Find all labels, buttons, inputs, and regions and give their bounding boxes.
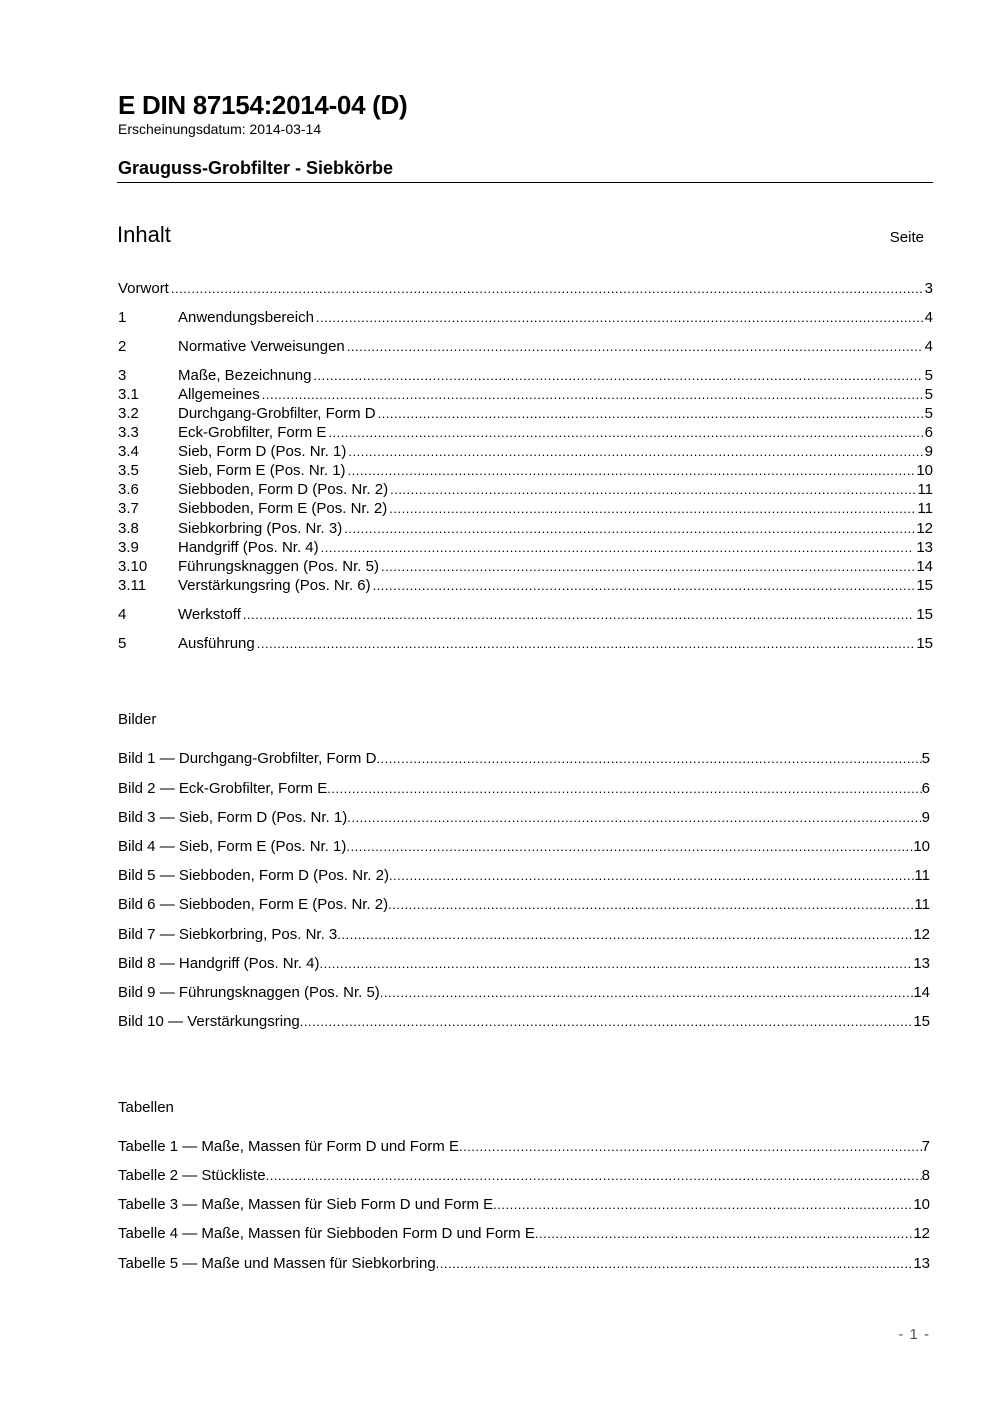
toc-entry[interactable] [118, 557, 933, 576]
table-entry-label: Tabelle 3 — Maße, Massen für Sieb Form D und Form E [118, 1196, 494, 1213]
figure-entry-label: Bild 6 — Siebboden, Form E (Pos. Nr. 2) [118, 896, 389, 913]
toc-entry-number: 3 [118, 367, 127, 384]
dot-leader [346, 837, 913, 856]
table-entry[interactable] [118, 1137, 930, 1156]
dot-leader [389, 499, 915, 518]
table-entry[interactable] [118, 1166, 930, 1185]
figure-entry-page: 15 [913, 1013, 930, 1030]
dot-leader [328, 423, 922, 442]
toc-entry-label: Siebboden, Form D (Pos. Nr. 2) [178, 481, 389, 498]
dot-leader [337, 925, 913, 944]
figure-entry-label: Bild 10 — Verstärkungsring [118, 1013, 300, 1030]
figure-entry[interactable] [118, 866, 930, 885]
dot-leader [459, 1137, 922, 1156]
table-entry-label: Tabelle 5 — Maße und Massen für Siebkorbring [118, 1255, 436, 1272]
dot-leader [378, 404, 923, 423]
publication-date: Erscheinungsdatum: 2014-03-14 [118, 121, 322, 137]
table-entry-page: 13 [913, 1255, 930, 1272]
toc-entry-label: Verstärkungsring (Pos. Nr. 6) [178, 577, 371, 594]
figure-entry-page: 11 [914, 867, 930, 884]
toc-entry-number: 3.11 [118, 577, 147, 594]
tables-heading: Tabellen [118, 1099, 174, 1116]
toc-entry[interactable] [118, 519, 933, 538]
toc-entry-page: 11 [917, 500, 933, 517]
figure-entry[interactable] [118, 779, 930, 798]
toc-heading: Inhalt [117, 222, 171, 247]
toc-entry-number: 1 [118, 309, 127, 326]
toc-entry[interactable] [118, 366, 933, 385]
toc-entry-page: 12 [916, 520, 933, 537]
dot-leader [376, 749, 921, 768]
figure-entry-page: 10 [913, 838, 930, 855]
toc-entry-page: 14 [916, 558, 933, 575]
dot-leader [313, 366, 922, 385]
toc-entry-number: 3.5 [118, 462, 139, 479]
toc-entry[interactable] [118, 461, 933, 480]
toc-entry-page: 10 [916, 462, 933, 479]
page-column-label: Seite [889, 229, 924, 246]
toc-entry-label: Führungsknaggen (Pos. Nr. 5) [178, 558, 379, 575]
dot-leader [535, 1224, 913, 1243]
table-entry-label: Tabelle 2 — Stückliste [118, 1167, 266, 1184]
toc-entry-page: 4 [924, 338, 933, 355]
table-entry[interactable] [118, 1195, 930, 1214]
dot-leader [388, 895, 914, 914]
toc-entry[interactable] [118, 404, 933, 423]
figure-entry-label: Bild 3 — Sieb, Form D (Pos. Nr. 1) [118, 809, 348, 826]
toc-entry[interactable] [118, 605, 933, 624]
dot-leader [381, 557, 914, 576]
toc-entry-label: Durchgang-Grobfilter, Form D [178, 405, 376, 422]
toc-entry-label: Sieb, Form E (Pos. Nr. 1) [178, 462, 346, 479]
dot-leader [493, 1195, 913, 1214]
figure-entry-label: Bild 5 — Siebboden, Form D (Pos. Nr. 2) [118, 867, 389, 884]
toc-entry-number: 3.6 [118, 481, 139, 498]
toc-entry-page: 3 [924, 280, 933, 297]
toc-entry-label: Anwendungsbereich [178, 309, 314, 326]
dot-leader [300, 1012, 914, 1031]
dot-leader [380, 983, 914, 1002]
dot-leader [436, 1254, 914, 1273]
toc-entry-label: Sieb, Form D (Pos. Nr. 1) [178, 443, 347, 460]
figure-entry-page: 9 [921, 809, 930, 826]
figure-entry[interactable] [118, 1012, 930, 1031]
toc-entry-label: Ausführung [178, 635, 255, 652]
table-entry[interactable] [118, 1254, 930, 1273]
table-entry-label: Tabelle 1 — Maße, Massen für Form D und Form E [118, 1138, 459, 1155]
dot-leader [348, 461, 915, 480]
toc-entry-number: 3.10 [118, 558, 148, 575]
dot-leader [390, 480, 915, 499]
dot-leader [316, 308, 923, 327]
figure-entry-label: Bild 8 — Handgriff (Pos. Nr. 4) [118, 955, 320, 972]
toc-entry-number: 3.4 [118, 443, 139, 460]
toc-entry-number: 2 [118, 338, 127, 355]
toc-entry-number: 3.2 [118, 405, 139, 422]
toc-entry-page: 5 [924, 386, 933, 403]
toc-entry-page: 5 [924, 405, 933, 422]
toc-entry[interactable] [118, 634, 933, 653]
toc-entry-number: 3.8 [118, 520, 139, 537]
figure-entry-label: Bild 2 — Eck-Grobfilter, Form E [118, 780, 328, 797]
figure-entry-page: 12 [913, 926, 930, 943]
header-divider [117, 182, 933, 183]
figure-entry[interactable] [118, 749, 930, 768]
figure-entry[interactable] [118, 983, 930, 1002]
figure-entry-page: 14 [913, 984, 930, 1001]
figure-entry-page: 6 [921, 780, 930, 797]
figure-entry-page: 5 [921, 750, 930, 767]
toc-entry-number: 3.1 [118, 386, 139, 403]
figure-entry-label: Bild 9 — Führungsknaggen (Pos. Nr. 5) [118, 984, 380, 1001]
toc-entry-label: Eck-Grobfilter, Form E [178, 424, 327, 441]
dot-leader [262, 385, 923, 404]
toc-entry[interactable] [118, 337, 933, 356]
toc-entry-page: 11 [917, 481, 933, 498]
toc-entry-label: Siebboden, Form E (Pos. Nr. 2) [178, 500, 388, 517]
figure-entry-label: Bild 4 — Sieb, Form E (Pos. Nr. 1) [118, 838, 347, 855]
table-entry-label: Tabelle 4 — Maße, Massen für Siebboden Form D und Form E [118, 1225, 535, 1242]
figure-entry[interactable] [118, 837, 930, 856]
dot-leader [171, 279, 923, 298]
toc-entry-page: 15 [916, 577, 933, 594]
toc-entry-page: 15 [916, 635, 933, 652]
figure-entry[interactable] [118, 808, 930, 827]
dot-leader [344, 519, 914, 538]
toc-entry[interactable] [118, 442, 933, 461]
toc-entry[interactable] [118, 480, 933, 499]
dot-leader [266, 1166, 922, 1185]
dot-leader [327, 779, 921, 798]
toc-entry-label: Vorwort [118, 280, 169, 297]
toc-entry-page: 15 [916, 606, 933, 623]
table-entry-page: 7 [921, 1138, 930, 1155]
toc-entry-label: Handgriff (Pos. Nr. 4) [178, 539, 319, 556]
table-entry[interactable] [118, 1224, 930, 1243]
toc-entry-label: Werkstoff [178, 606, 241, 623]
toc-entry-page: 6 [924, 424, 933, 441]
toc-entry-number: 3.3 [118, 424, 139, 441]
toc-entry-number: 5 [118, 635, 127, 652]
toc-entry-page: 9 [924, 443, 933, 460]
figures-heading: Bilder [118, 711, 157, 728]
figure-entry-page: 13 [913, 955, 930, 972]
toc-entry-number: 3.7 [118, 500, 139, 517]
document-title: E DIN 87154:2014-04 (D) [118, 90, 408, 120]
toc-entry[interactable] [118, 499, 933, 518]
toc-entry-label: Maße, Bezeichnung [178, 367, 312, 384]
figure-entry[interactable] [118, 925, 930, 944]
figure-entry-page: 11 [914, 896, 930, 913]
toc-entry[interactable] [118, 576, 933, 595]
toc-entry-page: 5 [924, 367, 933, 384]
figure-entry-label: Bild 1 — Durchgang-Grobfilter, Form D [118, 750, 377, 767]
dot-leader [243, 605, 915, 624]
dot-leader [348, 442, 922, 461]
toc-entry[interactable] [118, 279, 933, 298]
toc-entry-label: Allgemeines [178, 386, 260, 403]
dot-leader [319, 954, 913, 973]
toc-entry-number: 4 [118, 606, 127, 623]
dot-leader [347, 808, 921, 827]
dot-leader [347, 337, 923, 356]
table-entry-page: 10 [913, 1196, 930, 1213]
toc-entry-page: 13 [916, 539, 933, 556]
table-entry-page: 8 [921, 1167, 930, 1184]
document-subtitle: Grauguss-Grobfilter - Siebkörbe [118, 158, 394, 178]
dot-leader [321, 538, 915, 557]
dot-leader [257, 634, 915, 653]
toc-entry-label: Siebkorbring (Pos. Nr. 3) [178, 520, 343, 537]
toc-entry-page: 4 [924, 309, 933, 326]
figure-entry-label: Bild 7 — Siebkorbring, Pos. Nr. 3 [118, 926, 338, 943]
figure-entry[interactable] [118, 895, 930, 914]
dot-leader [389, 866, 914, 885]
toc-entry-number: 3.9 [118, 539, 139, 556]
figure-entry[interactable] [118, 954, 930, 973]
toc-entry[interactable] [118, 385, 933, 404]
dot-leader [373, 576, 915, 595]
toc-entry[interactable] [118, 308, 933, 327]
toc-entry[interactable] [118, 538, 933, 557]
toc-entry-label: Normative Verweisungen [178, 338, 345, 355]
page-number: - 1 - [898, 1326, 930, 1343]
toc-entry[interactable] [118, 423, 933, 442]
table-entry-page: 12 [913, 1225, 930, 1242]
